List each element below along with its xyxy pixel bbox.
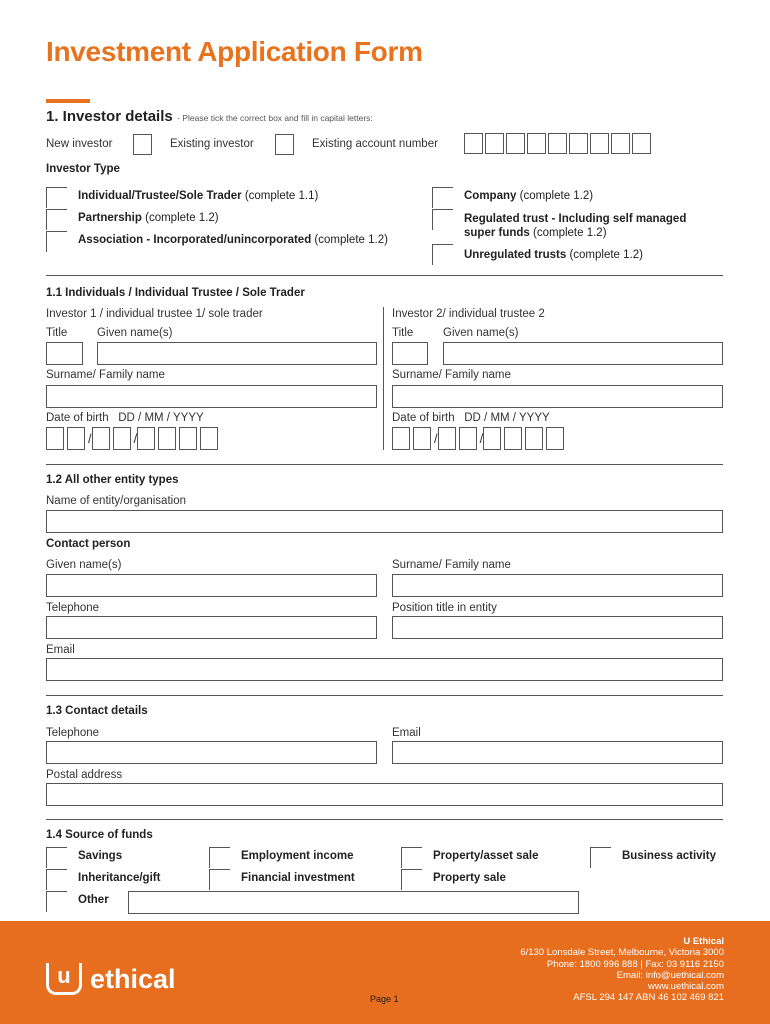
savings-checkbox[interactable] (46, 847, 67, 868)
account-digit[interactable] (632, 133, 651, 154)
association-label: Association - Incorporated/unincorporated (complete 1.2) (78, 234, 388, 246)
partnership-checkbox[interactable] (46, 209, 67, 230)
contact-person-label: Contact person (46, 538, 131, 550)
contact-telephone-input[interactable] (46, 616, 377, 639)
date-separator: / (88, 431, 92, 446)
other-checkbox[interactable] (46, 891, 67, 912)
inv2-dob-label: Date of birth DD / MM / YYYY (392, 412, 550, 424)
section-1-2-heading: 1.2 All other entity types (46, 474, 179, 486)
date-separator: / (133, 431, 138, 446)
property-sale-label: Property sale (433, 872, 506, 884)
contact-surname-label: Surname/ Family name (392, 559, 511, 571)
dob-digit[interactable] (113, 427, 131, 450)
inv1-surname-input[interactable] (46, 385, 377, 408)
dob-digit[interactable] (438, 427, 456, 450)
regulated-trust-label: Regulated trust - Including self managed super funds (complete 1.2) (464, 213, 687, 239)
investor-1-label: Investor 1 / individual trustee 1/ sole trader (46, 308, 263, 320)
postal-address-input[interactable] (46, 783, 723, 806)
date-separator: / (479, 431, 484, 446)
uethical-logo (46, 963, 176, 995)
footer-website: www.uethical.com (647, 981, 724, 993)
company-label: Company (complete 1.2) (464, 190, 594, 202)
inv2-given-input[interactable] (443, 342, 723, 365)
email-label: Email (392, 727, 421, 739)
title-accent-bar (46, 99, 90, 103)
account-digit[interactable] (548, 133, 567, 154)
inv2-dob-input[interactable] (392, 427, 567, 450)
existing-investor-label: Existing investor (170, 138, 254, 150)
business-label: Business activity (622, 850, 716, 862)
inv2-title-label: Title (392, 327, 414, 339)
divider (46, 275, 723, 276)
section-1-4-heading: 1.4 Source of funds (46, 829, 153, 841)
inv2-surname-input[interactable] (392, 385, 723, 408)
dob-digit[interactable] (46, 427, 64, 450)
inheritance-label: Inheritance/gift (78, 872, 161, 884)
financial-checkbox[interactable] (209, 869, 230, 890)
inv2-surname-label: Surname/ Family name (392, 369, 511, 381)
partnership-label: Partnership (complete 1.2) (78, 212, 219, 224)
inv1-dob-input[interactable] (46, 427, 221, 450)
company-name: U Ethical (683, 936, 724, 947)
date-separator: / (434, 431, 438, 446)
existing-investor-checkbox[interactable] (275, 134, 294, 155)
logo-u-icon: u (46, 963, 82, 995)
footer-email: Email: info@uethical.com (616, 969, 724, 981)
account-digit[interactable] (485, 133, 504, 154)
contact-given-input[interactable] (46, 574, 377, 597)
regulated-trust-checkbox[interactable] (432, 209, 453, 230)
dob-digit[interactable] (200, 427, 218, 450)
contact-surname-input[interactable] (392, 574, 723, 597)
position-title-input[interactable] (392, 616, 723, 639)
account-digit[interactable] (506, 133, 525, 154)
dob-digit[interactable] (525, 427, 543, 450)
dob-digit[interactable] (413, 427, 431, 450)
inv1-given-label: Given name(s) (97, 327, 173, 339)
section-1-header (46, 108, 373, 126)
inv1-given-input[interactable] (97, 342, 377, 365)
existing-account-label: Existing account number (312, 138, 438, 150)
savings-label: Savings (78, 850, 123, 862)
section-1-heading: 1. Investor details (46, 108, 173, 125)
position-title-label: Position title in entity (392, 602, 497, 614)
inv1-title-label: Title (46, 327, 68, 339)
phone-fax: Phone: 1800 996 888 | Fax: 03 9116 2150 (546, 958, 724, 970)
account-number-field[interactable] (464, 133, 651, 154)
account-digit[interactable] (569, 133, 588, 154)
email-input[interactable] (392, 741, 723, 764)
dob-digit[interactable] (504, 427, 522, 450)
entity-name-input[interactable] (46, 510, 723, 533)
financial-label: Financial investment (241, 872, 355, 884)
dob-digit[interactable] (92, 427, 110, 450)
employment-checkbox[interactable] (209, 847, 230, 868)
dob-digit[interactable] (546, 427, 564, 450)
property-asset-label: Property/asset sale (433, 850, 539, 862)
page-number: Page 1 (370, 994, 399, 1004)
contact-telephone-label: Telephone (46, 602, 100, 614)
dob-digit[interactable] (137, 427, 155, 450)
unregulated-trust-label: Unregulated trusts (complete 1.2) (464, 249, 643, 261)
inv1-surname-label: Surname/ Family name (46, 369, 165, 381)
street-address: 6/130 Lonsdale Street, Melbourne, Victoria 3000 (520, 947, 724, 959)
inv1-title-input[interactable] (46, 342, 83, 365)
dob-digit[interactable] (392, 427, 410, 450)
section-1-subheading: - Please tick the correct box and fill in capital letters: (177, 113, 373, 123)
employment-label: Employment income (241, 850, 354, 862)
inv1-dob-label: Date of birth DD / MM / YYYY (46, 412, 204, 424)
other-input[interactable] (128, 891, 579, 914)
inheritance-checkbox[interactable] (46, 869, 67, 890)
telephone-input[interactable] (46, 741, 377, 764)
account-digit[interactable] (611, 133, 630, 154)
dob-digit[interactable] (459, 427, 477, 450)
account-digit[interactable] (527, 133, 546, 154)
individual-checkbox[interactable] (46, 187, 67, 208)
divider (46, 819, 723, 820)
section-1-1-heading: 1.1 Individuals / Individual Trustee / Sole Trader (46, 287, 305, 299)
company-checkbox[interactable] (432, 187, 453, 208)
unregulated-trust-checkbox[interactable] (432, 244, 453, 265)
property-asset-checkbox[interactable] (401, 847, 422, 868)
property-sale-checkbox[interactable] (401, 869, 422, 890)
contact-email-label: Email (46, 644, 75, 656)
other-label: Other (78, 894, 109, 906)
dob-digit[interactable] (179, 427, 197, 450)
new-investor-checkbox[interactable] (133, 134, 152, 155)
column-divider (383, 307, 384, 450)
afsl-abn: AFSL 294 147 ABN 46 102 469 821 (573, 992, 724, 1004)
dob-digit[interactable] (67, 427, 85, 450)
dob-digit[interactable] (483, 427, 501, 450)
footer-address-block (520, 936, 724, 1004)
account-digit[interactable] (464, 133, 483, 154)
divider (46, 464, 723, 465)
new-investor-label: New investor (46, 138, 113, 150)
page-title: Investment Application Form (46, 36, 423, 67)
investor-type-label: Investor Type (46, 163, 120, 175)
business-checkbox[interactable] (590, 847, 611, 868)
dob-digit[interactable] (158, 427, 176, 450)
divider (46, 695, 723, 696)
logo-text: ethical (90, 963, 176, 994)
account-digit[interactable] (590, 133, 609, 154)
contact-email-input[interactable] (46, 658, 723, 681)
entity-name-label: Name of entity/organisation (46, 495, 186, 507)
inv2-given-label: Given name(s) (443, 327, 519, 339)
individual-label: Individual/Trustee/Sole Trader (complete 1.1) (78, 190, 319, 202)
section-1-3-heading: 1.3 Contact details (46, 705, 148, 717)
association-checkbox[interactable] (46, 231, 67, 252)
postal-address-label: Postal address (46, 769, 123, 781)
investor-2-label: Investor 2/ individual trustee 2 (392, 308, 545, 320)
telephone-label: Telephone (46, 727, 100, 739)
contact-given-label: Given name(s) (46, 559, 122, 571)
inv2-title-input[interactable] (392, 342, 428, 365)
